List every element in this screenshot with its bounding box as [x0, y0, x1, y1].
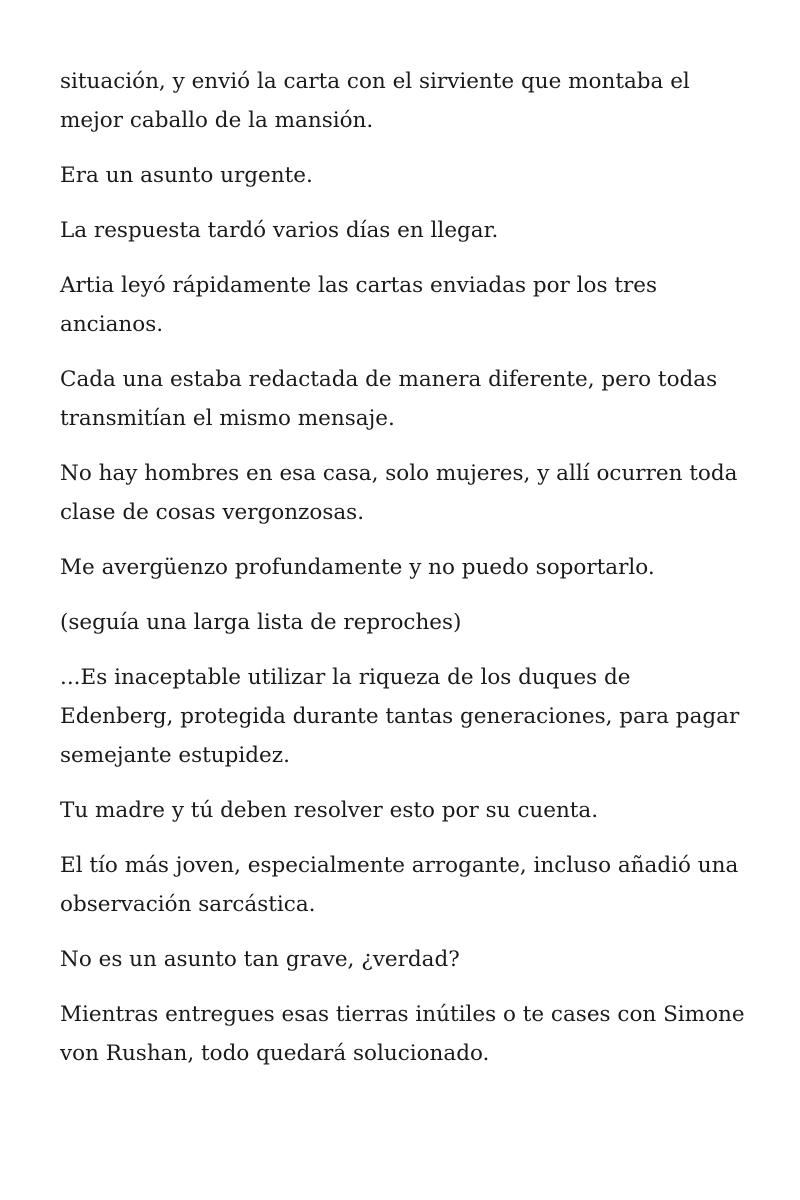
paragraph: Me avergüenzo profundamente y no puedo soportarlo.: [60, 555, 655, 580]
paragraph: No hay hombres en esa casa, solo mujeres, y allí ocurren toda clase de cosas vergonzosas.: [60, 461, 738, 525]
paragraph: La respuesta tardó varios días en llegar.: [60, 218, 499, 243]
paragraph: El tío más joven, especialmente arrogante, incluso añadió una observación sarcástica.: [60, 853, 739, 917]
paragraph: Tu madre y tú deben resolver esto por su cuenta.: [60, 798, 599, 823]
paragraph: Mientras entregues esas tierras inútiles o te cases con Simone von Rushan, todo quedará solucionado.: [60, 1002, 745, 1066]
paragraph: Cada una estaba redactada de manera diferente, pero todas transmitían el mismo mensaje.: [60, 367, 718, 431]
paragraph: Era un asunto urgente.: [60, 163, 313, 188]
paragraph: ...Es inaceptable utilizar la riqueza de los duques de Edenberg, protegida durante tantas generaciones, para pagar semejante estupidez.: [60, 665, 740, 768]
paragraph: No es un asunto tan grave, ¿verdad?: [60, 947, 460, 972]
paragraph: Artia leyó rápidamente las cartas enviadas por los tres ancianos.: [60, 273, 658, 337]
document-body: [60, 62, 750, 1089]
paragraph: (seguía una larga lista de reproches): [60, 610, 462, 635]
paragraph: situación, y envió la carta con el sirviente que montaba el mejor caballo de la mansión.: [60, 69, 690, 133]
